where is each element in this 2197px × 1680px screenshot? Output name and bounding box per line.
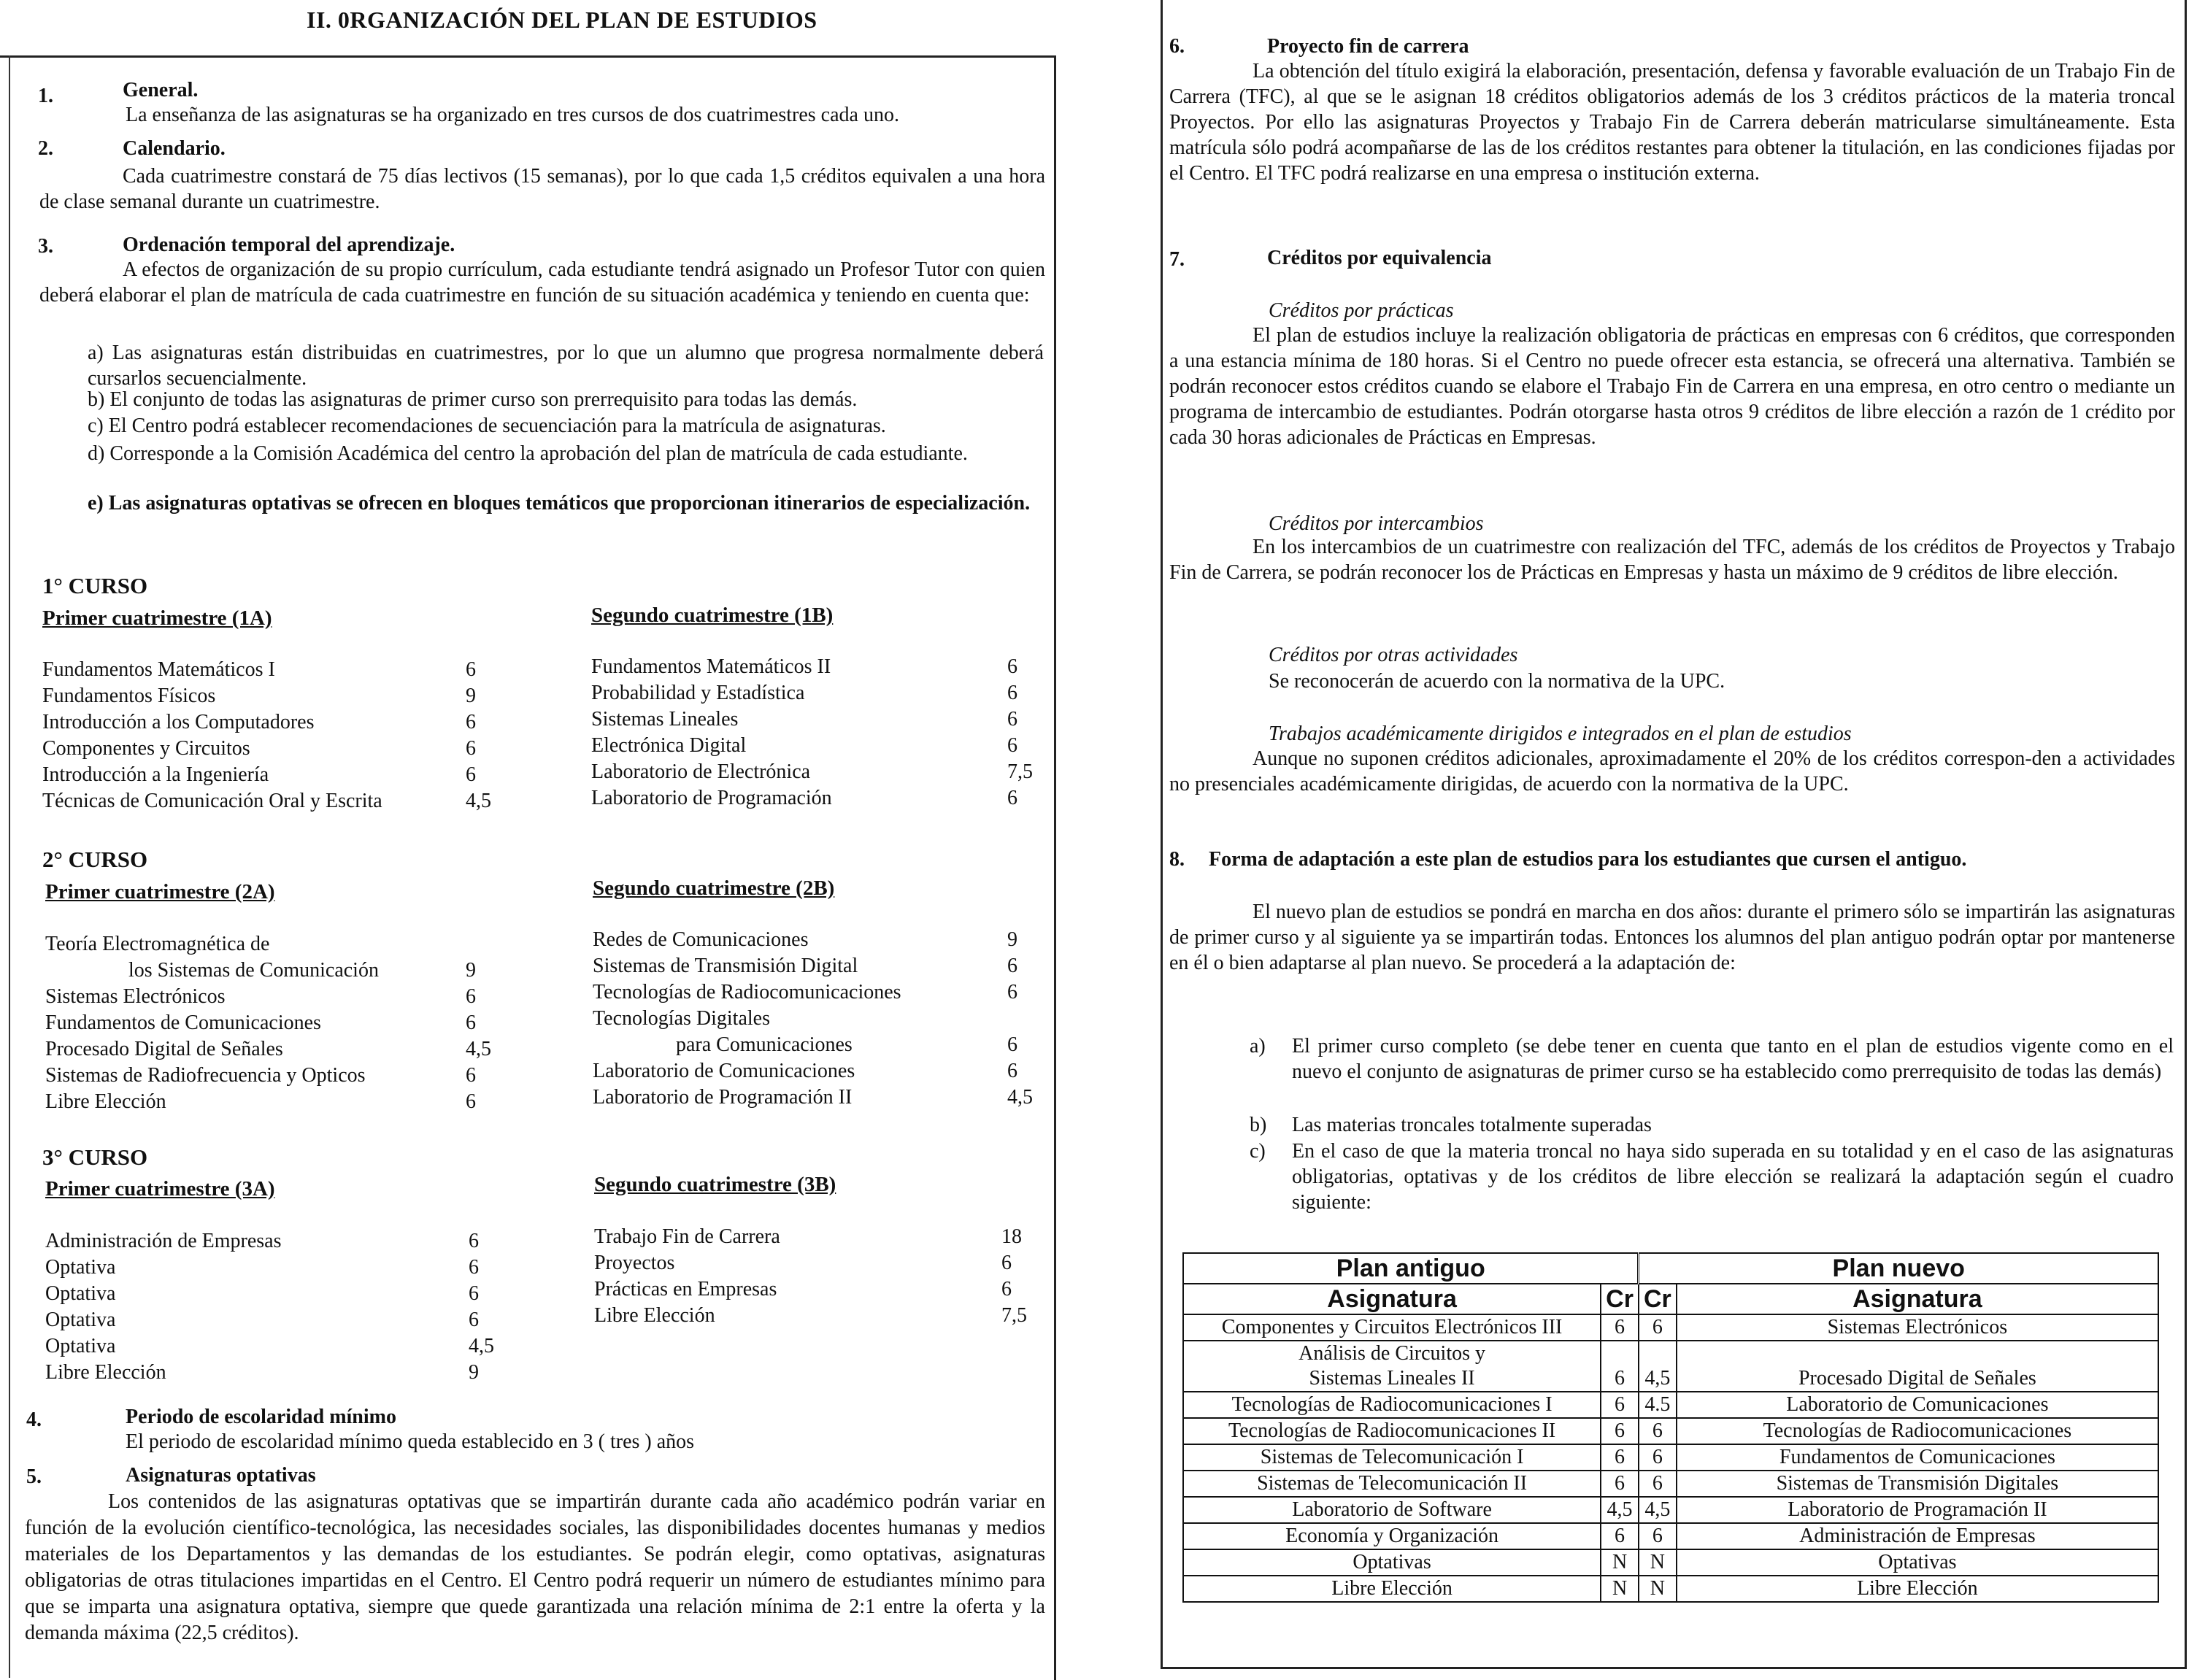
section-3-item-b: b) El conjunto de todas las asignaturas de primer curso son prerrequisito para todas las demás. bbox=[88, 388, 858, 411]
course-name: Laboratorio de Comunicaciones bbox=[593, 1060, 855, 1082]
course-name: los Sistemas de Comunicación bbox=[128, 959, 379, 982]
table-row bbox=[1183, 1523, 2158, 1549]
course-row bbox=[45, 984, 512, 1010]
curso-3b-list bbox=[594, 1224, 1061, 1329]
curso-3a-heading: Primer cuatrimestre (3A) bbox=[45, 1177, 275, 1201]
course-name: Laboratorio de Electrónica bbox=[591, 760, 811, 783]
old-cr-cell: 6 bbox=[1601, 1341, 1639, 1392]
creditos-intercambios-heading: Créditos por intercambios bbox=[1269, 512, 1484, 535]
section-8-item-b-label: b) bbox=[1250, 1114, 1267, 1136]
table-row bbox=[1183, 1576, 2158, 1602]
course-row bbox=[591, 680, 1058, 706]
course-row bbox=[45, 931, 512, 957]
section-4-number: 4. bbox=[26, 1409, 42, 1431]
section-3-heading: Ordenación temporal del aprendizaje. bbox=[123, 234, 455, 256]
course-row bbox=[45, 1089, 512, 1115]
course-name: Probabilidad y Estadística bbox=[591, 682, 805, 704]
curso-3-heading: 3° CURSO bbox=[42, 1144, 148, 1170]
course-name: Redes de Comunicaciones bbox=[593, 928, 809, 951]
course-name: Componentes y Circuitos bbox=[42, 737, 250, 760]
curso-3b-heading: Segundo cuatrimestre (3B) bbox=[594, 1173, 836, 1196]
course-row bbox=[594, 1303, 1061, 1329]
course-row bbox=[42, 709, 509, 736]
left-column-rule bbox=[9, 55, 10, 1678]
section-5-text: Los contenidos de las asignaturas optativas que se impartirán durante cada año académico podrán variar en función de la evolución científico-tecnológica, las necesidades sociales, las disponibilidades docentes humanas y medios materiales de los Departamentos y las demandas de los estudiantes. Se podrán elegir, como optativas, asignaturas obligatorias de otras titulaciones impartidas en el Centro. El Centro podrá requerir un número de estudiantes mínimo para que se imparta una asignatura optativa, siempre que quede garantizada una relación mínima de 2:1 entre la oferta y la demanda máxima (22,5 créditos). bbox=[25, 1490, 1045, 1644]
course-name: Optativa bbox=[45, 1256, 116, 1279]
course-name: Sistemas de Radiofrecuencia y Opticos bbox=[45, 1064, 366, 1087]
table-row bbox=[1183, 1549, 2158, 1576]
section-1-heading: General. bbox=[123, 79, 199, 101]
course-name: Electrónica Digital bbox=[591, 734, 747, 757]
section-6-number: 6. bbox=[1169, 35, 1185, 58]
curso-1b-heading: Segundo cuatrimestre (1B) bbox=[591, 604, 834, 627]
section-6-text: La obtención del título exigirá la elaboración, presentación, defensa y favorable evaluación de un Trabajo Fin de Carrera (TFC), al que se le asignan 18 créditos obligatorios además de los 3 créditos prácticos de la materia troncal Proyectos. Por ello las asignaturas Proyectos y Trabajo Fin de Carrera deberán matricularse simultáneamente. Esta matrícula sólo podrá acompañarse de las de los créditos restantes para obtener la titulación, en las condiciones fijadas por el Centro. El TFC podrá realizarse en una empresa o institución externa. bbox=[1169, 60, 2175, 185]
old-asignatura-cell: Sistemas de Telecomunicación II bbox=[1183, 1471, 1601, 1497]
course-row bbox=[591, 759, 1058, 785]
new-asignatura-cell: Laboratorio de Programación II bbox=[1677, 1497, 2158, 1523]
course-name: Laboratorio de Programación II bbox=[593, 1086, 853, 1109]
course-credits: 6 bbox=[1001, 1252, 1012, 1274]
adaptation-table bbox=[1182, 1252, 2159, 1603]
course-name: Tecnologías Digitales bbox=[593, 1007, 770, 1030]
section-4-text: El periodo de escolaridad mínimo queda establecido en 3 ( tres ) años bbox=[126, 1430, 695, 1453]
table-row bbox=[1183, 1471, 2158, 1497]
section-2-text: Cada cuatrimestre constará de 75 días lectivos (15 semanas), por lo que cada 1,5 créditos equivalen a una hora de clase semanal durante un cuatrimestre. bbox=[39, 165, 1045, 213]
course-row bbox=[42, 762, 509, 788]
course-name: Administración de Empresas bbox=[45, 1230, 282, 1252]
course-name: Sistemas de Transmisión Digital bbox=[593, 955, 858, 977]
old-cr-cell: 6 bbox=[1601, 1523, 1639, 1549]
new-cr-cell: N bbox=[1639, 1576, 1677, 1602]
section-3-item-e: e) Las asignaturas optativas se ofrecen en bloques temáticos que proporcionan itinerarios de especialización. bbox=[88, 492, 1031, 515]
section-8-text: El nuevo plan de estudios se pondrá en marcha en dos años: durante el primero sólo se impartirán las asignaturas de primer curso y al siguiente ya se impartirán todas. Entonces los alumnos del plan antiguo podrán optar por mantenerse en él o bien adaptarse al plan nuevo. Se procederá a la adaptación de: bbox=[1169, 901, 2175, 974]
old-asignatura-cell: Laboratorio de Software bbox=[1183, 1497, 1601, 1523]
curso-2b-heading: Segundo cuatrimestre (2B) bbox=[593, 876, 835, 900]
section-8-number: 8. bbox=[1169, 848, 1185, 871]
course-name: Libre Elección bbox=[45, 1090, 166, 1113]
course-name: Optativa bbox=[45, 1335, 116, 1357]
course-credits: 4,5 bbox=[466, 1038, 491, 1060]
course-row bbox=[593, 979, 1060, 1006]
creditos-otras-heading: Créditos por otras actividades bbox=[1269, 644, 1518, 666]
course-row bbox=[594, 1276, 1061, 1303]
new-asignatura-cell: Libre Elección bbox=[1677, 1576, 2158, 1602]
course-row bbox=[42, 657, 509, 683]
section-3-item-c: c) El Centro podrá establecer recomendaciones de secuenciación para la matrícula de asignaturas. bbox=[88, 415, 886, 437]
course-row bbox=[594, 1224, 1061, 1250]
table-row bbox=[1183, 1314, 2158, 1341]
course-row bbox=[593, 1084, 1060, 1111]
course-credits: 6 bbox=[466, 1012, 476, 1034]
table-row bbox=[1183, 1444, 2158, 1471]
course-name: Introducción a los Computadores bbox=[42, 711, 315, 733]
course-row bbox=[45, 1010, 512, 1036]
course-row bbox=[45, 957, 512, 984]
course-credits: 18 bbox=[1001, 1225, 1022, 1248]
table-row bbox=[1183, 1418, 2158, 1444]
old-asignatura-cell: Análisis de Circuitos y Sistemas Lineales II bbox=[1183, 1341, 1601, 1392]
course-name: Prácticas en Empresas bbox=[594, 1278, 777, 1301]
trabajos-dirigidos-text: Aunque no suponen créditos adicionales, aproximadamente el 20% de los créditos correspon-den a actividades no presenciales académicamente dirigidas, de acuerdo con la normativa de la UPC. bbox=[1169, 747, 2175, 795]
section-3-number: 3. bbox=[38, 235, 53, 258]
course-name: Optativa bbox=[45, 1309, 116, 1331]
course-credits: 9 bbox=[466, 959, 476, 982]
course-credits: 6 bbox=[466, 763, 476, 786]
old-asignatura-cell: Tecnologías de Radiocomunicaciones II bbox=[1183, 1418, 1601, 1444]
old-asignatura-cell: Componentes y Circuitos Electrónicos III bbox=[1183, 1314, 1601, 1341]
section-5-number: 5. bbox=[26, 1465, 42, 1488]
course-credits: 6 bbox=[1007, 682, 1017, 704]
course-name: Sistemas Lineales bbox=[591, 708, 739, 731]
new-asignatura-cell: Laboratorio de Comunicaciones bbox=[1677, 1392, 2158, 1418]
trabajos-dirigidos-heading: Trabajos académicamente dirigidos e integrados en el plan de estudios bbox=[1269, 723, 1852, 745]
table-row bbox=[1183, 1497, 2158, 1523]
course-row bbox=[42, 683, 509, 709]
section-3-item-d: d) Corresponde a la Comisión Académica del centro la aprobación del plan de matrícula de cada estudiante. bbox=[88, 442, 968, 465]
table-row bbox=[1183, 1392, 2158, 1418]
section-8-item-a-label: a) bbox=[1250, 1035, 1266, 1057]
section-3-text: A efectos de organización de su propio currículum, cada estudiante tendrá asignado un Profesor Tutor con quien deberá elaborar el plan de matrícula de cada cuatrimestre en función de su situación académica y teniendo en cuenta que: bbox=[39, 258, 1045, 307]
section-5-heading: Asignaturas optativas bbox=[126, 1464, 316, 1487]
course-name: Teoría Electromagnética de bbox=[45, 933, 270, 955]
old-cr-cell: 6 bbox=[1601, 1314, 1639, 1341]
new-asignatura-cell: Optativas bbox=[1677, 1549, 2158, 1576]
course-row bbox=[591, 785, 1058, 812]
course-credits: 6 bbox=[469, 1309, 479, 1331]
course-row bbox=[42, 788, 509, 814]
creditos-intercambios-text: En los intercambios de un cuatrimestre con realización del TFC, además de los créditos de Proyectos y Trabajo Fin de Carrera, se podrán reconocer los de Prácticas en Empresas y hasta un máximo de 9 créditos de libre elección. bbox=[1169, 536, 2175, 584]
creditos-practicas-text: El plan de estudios incluye la realización obligatoria de prácticas en empresas con 6 créditos, que corresponden a una estancia mínima de 180 horas. Si el Centro no puede ofrecer esta estancia, se ofrecerá una alternativa. También se podrán reconocer estos créditos cuando se elabore el Trabajo Fin de Carrera en una empresa, en otro centro o mediante un programa de intercambio de estudiantes. Podrán otorgarse hasta otros 9 créditos de libre elección a razón de 1 crédito por cada 30 horas adicionales de Prácticas en Empresas. bbox=[1169, 324, 2175, 449]
course-credits: 7,5 bbox=[1001, 1304, 1027, 1327]
old-cr-header: Cr bbox=[1601, 1284, 1639, 1314]
new-cr-cell: 6 bbox=[1639, 1444, 1677, 1471]
new-asignatura-cell: Sistemas de Transmisión Digitales bbox=[1677, 1471, 2158, 1497]
course-row bbox=[45, 1307, 512, 1333]
new-asignatura-cell: Procesado Digital de Señales bbox=[1677, 1341, 2158, 1392]
course-credits: 9 bbox=[1007, 928, 1017, 951]
course-row bbox=[45, 1333, 512, 1360]
course-credits: 6 bbox=[466, 985, 476, 1008]
course-name: Tecnologías de Radiocomunicaciones bbox=[593, 981, 901, 1003]
section-8-item-b-text: Las materias troncales totalmente superadas bbox=[1292, 1114, 1652, 1136]
curso-2b-list bbox=[593, 927, 1060, 1111]
new-cr-header: Cr bbox=[1639, 1284, 1677, 1314]
course-name: Trabajo Fin de Carrera bbox=[594, 1225, 780, 1248]
table-row bbox=[1183, 1341, 2158, 1392]
course-row bbox=[591, 654, 1058, 680]
new-cr-cell: 6 bbox=[1639, 1314, 1677, 1341]
old-cr-cell: 6 bbox=[1601, 1471, 1639, 1497]
creditos-otras-text: Se reconocerán de acuerdo con la normativa de la UPC. bbox=[1269, 670, 1725, 693]
section-7-heading: Créditos por equivalencia bbox=[1267, 247, 1492, 269]
course-credits: 6 bbox=[1007, 708, 1017, 731]
course-credits: 4,5 bbox=[466, 790, 491, 812]
plan-nuevo-header: Plan nuevo bbox=[1639, 1253, 2158, 1284]
course-credits: 6 bbox=[1007, 1033, 1017, 1056]
section-8-item-c-text: En el caso de que la materia troncal no haya sido superada en su totalidad y en el caso de las asignaturas obligatorias, optativas y de los créditos de libre elección se realizará la adaptación según el cuadro siguiente: bbox=[1292, 1140, 2174, 1214]
course-credits: 6 bbox=[469, 1256, 479, 1279]
adaptation-table-body bbox=[1183, 1314, 2158, 1602]
course-name: Proyectos bbox=[594, 1252, 675, 1274]
course-row bbox=[591, 706, 1058, 733]
course-row bbox=[593, 927, 1060, 953]
course-name: Introducción a la Ingeniería bbox=[42, 763, 269, 786]
course-name: para Comunicaciones bbox=[676, 1033, 853, 1056]
curso-1a-heading: Primer cuatrimestre (1A) bbox=[42, 606, 272, 630]
course-credits: 6 bbox=[1007, 981, 1017, 1003]
old-asignatura-cell: Optativas bbox=[1183, 1549, 1601, 1576]
curso-2-heading: 2° CURSO bbox=[42, 847, 148, 872]
old-asignatura-header: Asignatura bbox=[1183, 1284, 1601, 1314]
course-credits: 6 bbox=[1007, 655, 1017, 678]
section-7-number: 7. bbox=[1169, 248, 1185, 271]
course-row bbox=[591, 733, 1058, 759]
course-credits: 6 bbox=[1007, 734, 1017, 757]
course-name: Sistemas Electrónicos bbox=[45, 985, 226, 1008]
course-row bbox=[45, 1360, 512, 1386]
section-6-heading: Proyecto fin de carrera bbox=[1267, 35, 1469, 58]
course-name: Fundamentos Físicos bbox=[42, 685, 216, 707]
new-asignatura-cell: Administración de Empresas bbox=[1677, 1523, 2158, 1549]
course-row bbox=[45, 1228, 512, 1255]
page-title: II. 0RGANIZACIÓN DEL PLAN DE ESTUDIOS bbox=[307, 7, 817, 33]
section-2-number: 2. bbox=[38, 137, 53, 160]
old-cr-cell: N bbox=[1601, 1576, 1639, 1602]
old-cr-cell: 6 bbox=[1601, 1418, 1639, 1444]
course-credits: 6 bbox=[466, 658, 476, 681]
course-credits: 6 bbox=[1007, 1060, 1017, 1082]
course-row bbox=[42, 736, 509, 762]
old-cr-cell: N bbox=[1601, 1549, 1639, 1576]
curso-1a-list bbox=[42, 657, 509, 814]
section-1-text: La enseñanza de las asignaturas se ha organizado en tres cursos de dos cuatrimestres cada uno. bbox=[126, 104, 899, 126]
course-row bbox=[45, 1281, 512, 1307]
plan-antiguo-header: Plan antiguo bbox=[1183, 1253, 1639, 1284]
course-credits: 6 bbox=[466, 1090, 476, 1113]
new-asignatura-header: Asignatura bbox=[1677, 1284, 2158, 1314]
table-subheader-row bbox=[1183, 1284, 2158, 1314]
new-asignatura-cell: Fundamentos de Comunicaciones bbox=[1677, 1444, 2158, 1471]
course-row bbox=[593, 1006, 1060, 1032]
course-credits: 6 bbox=[466, 711, 476, 733]
section-8-heading: Forma de adaptación a este plan de estudios para los estudiantes que cursen el antiguo. bbox=[1209, 848, 1967, 871]
course-credits: 6 bbox=[1007, 955, 1017, 977]
course-row bbox=[45, 1063, 512, 1089]
curso-2a-heading: Primer cuatrimestre (2A) bbox=[45, 880, 275, 903]
curso-1-heading: 1° CURSO bbox=[42, 573, 148, 598]
course-credits: 9 bbox=[469, 1361, 479, 1384]
course-row bbox=[593, 1058, 1060, 1084]
creditos-practicas-heading: Créditos por prácticas bbox=[1269, 299, 1454, 322]
new-cr-cell: 4,5 bbox=[1639, 1497, 1677, 1523]
new-cr-cell: N bbox=[1639, 1549, 1677, 1576]
course-credits: 6 bbox=[466, 737, 476, 760]
course-credits: 4,5 bbox=[1007, 1086, 1033, 1109]
course-credits: 6 bbox=[469, 1230, 479, 1252]
course-name: Fundamentos de Comunicaciones bbox=[45, 1012, 321, 1034]
course-name: Fundamentos Matemáticos I bbox=[42, 658, 275, 681]
curso-2a-list bbox=[45, 931, 512, 1115]
new-cr-cell: 6 bbox=[1639, 1523, 1677, 1549]
course-credits: 6 bbox=[1001, 1278, 1012, 1301]
table-header-row bbox=[1183, 1253, 2158, 1284]
course-name: Fundamentos Matemáticos II bbox=[591, 655, 831, 678]
old-asignatura-cell: Tecnologías de Radiocomunicaciones I bbox=[1183, 1392, 1601, 1418]
section-8-item-c-label: c) bbox=[1250, 1140, 1266, 1163]
course-name: Libre Elección bbox=[45, 1361, 166, 1384]
new-asignatura-cell: Tecnologías de Radiocomunicaciones bbox=[1677, 1418, 2158, 1444]
old-cr-cell: 6 bbox=[1601, 1392, 1639, 1418]
old-asignatura-cell: Sistemas de Telecomunicación I bbox=[1183, 1444, 1601, 1471]
course-name: Laboratorio de Programación bbox=[591, 787, 832, 809]
section-3-item-a: a) Las asignaturas están distribuidas en cuatrimestres, por lo que un alumno que progresa normalmente deberá cursarlos secuencialmente. bbox=[88, 342, 1044, 390]
new-asignatura-cell: Sistemas Electrónicos bbox=[1677, 1314, 2158, 1341]
course-row bbox=[593, 953, 1060, 979]
old-cr-cell: 6 bbox=[1601, 1444, 1639, 1471]
course-credits: 6 bbox=[466, 1064, 476, 1087]
section-1-number: 1. bbox=[38, 85, 53, 107]
section-8-item-a-text: El primer curso completo (se debe tener en cuenta que tanto en el plan de estudios vigente como en el nuevo el conjunto de asignaturas de primer curso se ha establecido como prerrequisito de todas las demás) bbox=[1292, 1035, 2174, 1083]
curso-3a-list bbox=[45, 1228, 512, 1386]
new-cr-cell: 4,5 bbox=[1639, 1341, 1677, 1392]
course-credits: 7,5 bbox=[1007, 760, 1033, 783]
course-row bbox=[593, 1032, 1060, 1058]
new-cr-cell: 4.5 bbox=[1639, 1392, 1677, 1418]
section-4-heading: Periodo de escolaridad mínimo bbox=[126, 1406, 396, 1428]
old-asignatura-cell: Libre Elección bbox=[1183, 1576, 1601, 1602]
course-row bbox=[45, 1036, 512, 1063]
course-name: Procesado Digital de Señales bbox=[45, 1038, 283, 1060]
curso-1b-list bbox=[591, 654, 1058, 812]
course-name: Técnicas de Comunicación Oral y Escrita bbox=[42, 790, 382, 812]
course-credits: 6 bbox=[469, 1282, 479, 1305]
course-row bbox=[45, 1255, 512, 1281]
new-cr-cell: 6 bbox=[1639, 1471, 1677, 1497]
section-2-heading: Calendario. bbox=[123, 137, 226, 160]
course-credits: 9 bbox=[466, 685, 476, 707]
old-asignatura-cell: Economía y Organización bbox=[1183, 1523, 1601, 1549]
course-row bbox=[594, 1250, 1061, 1276]
course-name: Libre Elección bbox=[594, 1304, 715, 1327]
new-cr-cell: 6 bbox=[1639, 1418, 1677, 1444]
course-credits: 4,5 bbox=[469, 1335, 494, 1357]
course-credits: 6 bbox=[1007, 787, 1017, 809]
course-name: Optativa bbox=[45, 1282, 116, 1305]
old-cr-cell: 4,5 bbox=[1601, 1497, 1639, 1523]
